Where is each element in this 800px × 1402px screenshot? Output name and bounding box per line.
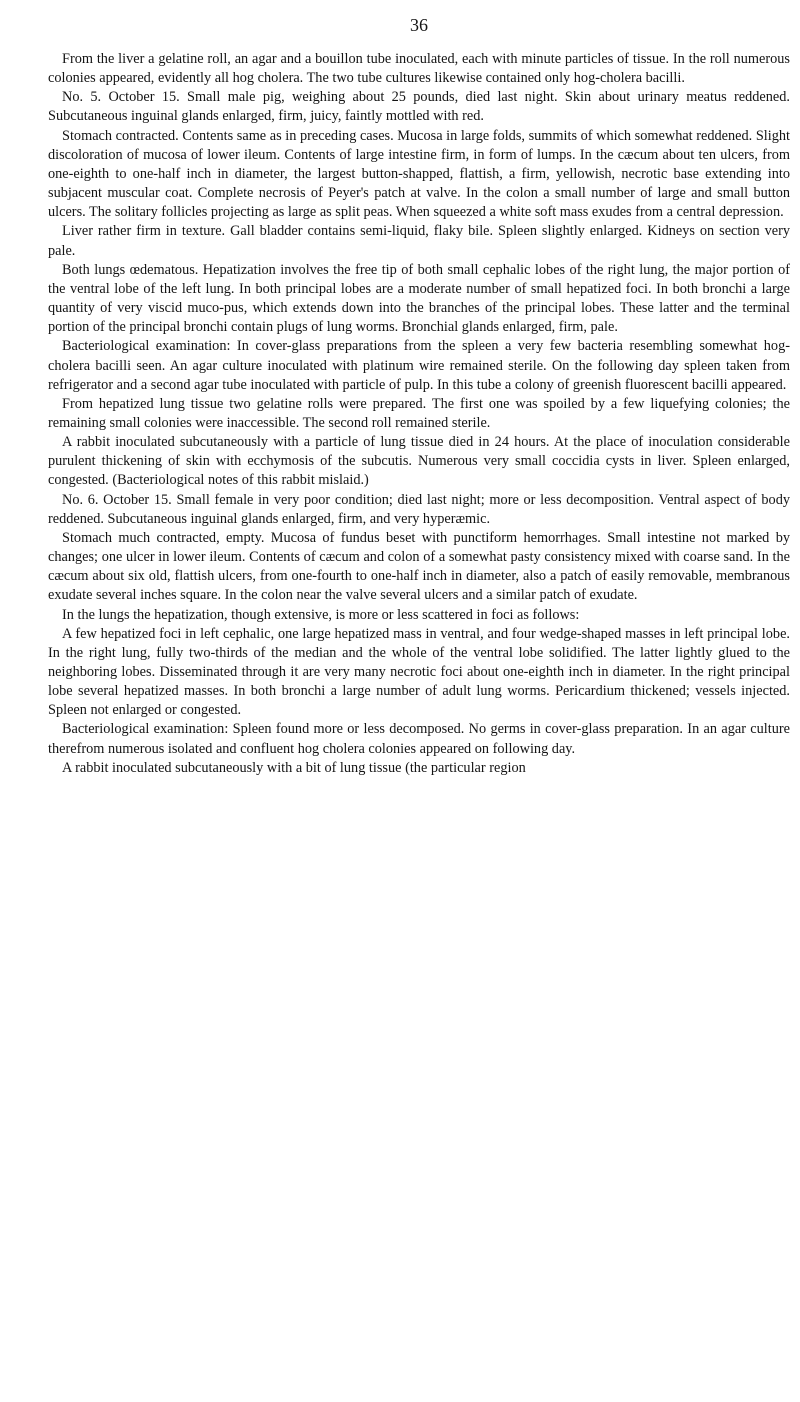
paragraph: Liver rather firm in texture. Gall bladder contains semi-liquid, flaky bile. Spleen slightly enlarged. Kidneys on section very pale. [48,223,790,259]
paragraph: No. 6. October 15. Small female in very poor condition; died last night; more or less decomposition. Ventral aspect of body reddened. Subcutaneous inguinal glands enlarged, firm, and very hyperæmic. [48,491,790,527]
paragraph: Stomach much contracted, empty. Mucosa of fundus beset with punctiform hemorrhages. Small intestine not marked by changes; one ulcer in lower ileum. Contents of cæcum and colon of a somewhat pasty consistency mixed with coarse sand. In the cæcum about six old, flattish ulcers, from one-fourth to one-half inch in diameter, also a patch of easily removable, membranous exudate several inches square. In the colon near the valve several ulcers and a similar patch of exudate. [48,529,790,604]
paragraph: In the lungs the hepatization, though extensive, is more or less scattered in foci as follows: [62,606,580,623]
paragraph: A few hepatized foci in left cephalic, one large hepatized mass in ventral, and four wedge-shaped masses in left principal lobe. In the right lung, fully two-thirds of the median and the whole of the ventral lobe solidified. The latter lightly glued to the neighboring lobes. Disseminated through it are very many necrotic foci about one-eighth inch in diameter. In the right principal lobe several hepatized masses. In both bronchi a large number of adult lung worms. Pericardium thickened; vessels injected. Spleen not enlarged or congested. [48,625,790,719]
body-text [48,50,790,778]
paragraph: Both lungs œdematous. Hepatization involves the free tip of both small cephalic lobes of the right lung, the major portion of the ventral lobe of the left lung. In both principal lobes are a moderate number of small hepatized foci. In both bronchi a large quantity of very viscid muco-pus, which extends down into the branches of the principal lobes. These latter and the terminal portion of the principal bronchi contain plugs of lung worms. Bronchial glands enlarged, firm, pale. [48,261,790,336]
paragraph: No. 5. October 15. Small male pig, weighing about 25 pounds, died last night. Skin about urinary meatus reddened. Subcutaneous inguinal glands enlarged, firm, juicy, faintly mottled with red. [48,89,790,125]
paragraph: Bacteriological examination: Spleen found more or less decomposed. No germs in cover-glass preparation. In an agar culture therefrom numerous isolated and confluent hog cholera colonies appeared on following day. [48,721,790,757]
paragraph: From hepatized lung tissue two gelatine rolls were prepared. The first one was spoiled by a few liquefying colonies; the remaining small colonies were inaccessible. The second roll remained sterile. [48,395,790,431]
paragraph: Stomach contracted. Contents same as in preceding cases. Mucosa in large folds, summits of which somewhat reddened. Slight discoloration of mucosa of lower ileum. Contents of large intestine firm, in form of lumps. In the cæcum about ten ulcers, from one-eighth to one-half inch in diameter, the largest button-shapped, flattish, a firm, yellowish, necrotic base extending into subjacent muscular coat. Complete necrosis of Peyer's patch at valve. In the colon a small number of large and small button ulcers. The solitary follicles projecting as large as split peas. When squeezed a white soft mass exudes from a central depression. [48,127,790,221]
paragraph: Bacteriological examination: In cover-glass preparations from the spleen a very few bacteria resembling somewhat hog-cholera bacilli seen. An agar culture inoculated with platinum wire remained sterile. On the following day spleen taken from refrigerator and a second agar tube inoculated with particle of pulp. In this tube a colony of greenish fluorescent bacilli appeared. [48,338,790,393]
page-number: 36 [410,15,428,35]
paragraph: A rabbit inoculated subcutaneously with a particle of lung tissue died in 24 hours. At the place of inoculation considerable purulent thickening of skin with ecchymosis of the subcutis. Numerous very small coccidia cysts in liver. Spleen enlarged, congested. (Bacteriological notes of this rabbit mislaid.) [48,434,790,489]
paragraph: From the liver a gelatine roll, an agar and a bouillon tube inoculated, each with minute particles of tissue. In the roll numerous colonies appeared, evidently all hog cholera. The two tube cultures likewise contained only hog-cholera bacilli. [48,51,790,87]
paragraph: A rabbit inoculated subcutaneously with a bit of lung tissue (the particular region [62,759,526,776]
